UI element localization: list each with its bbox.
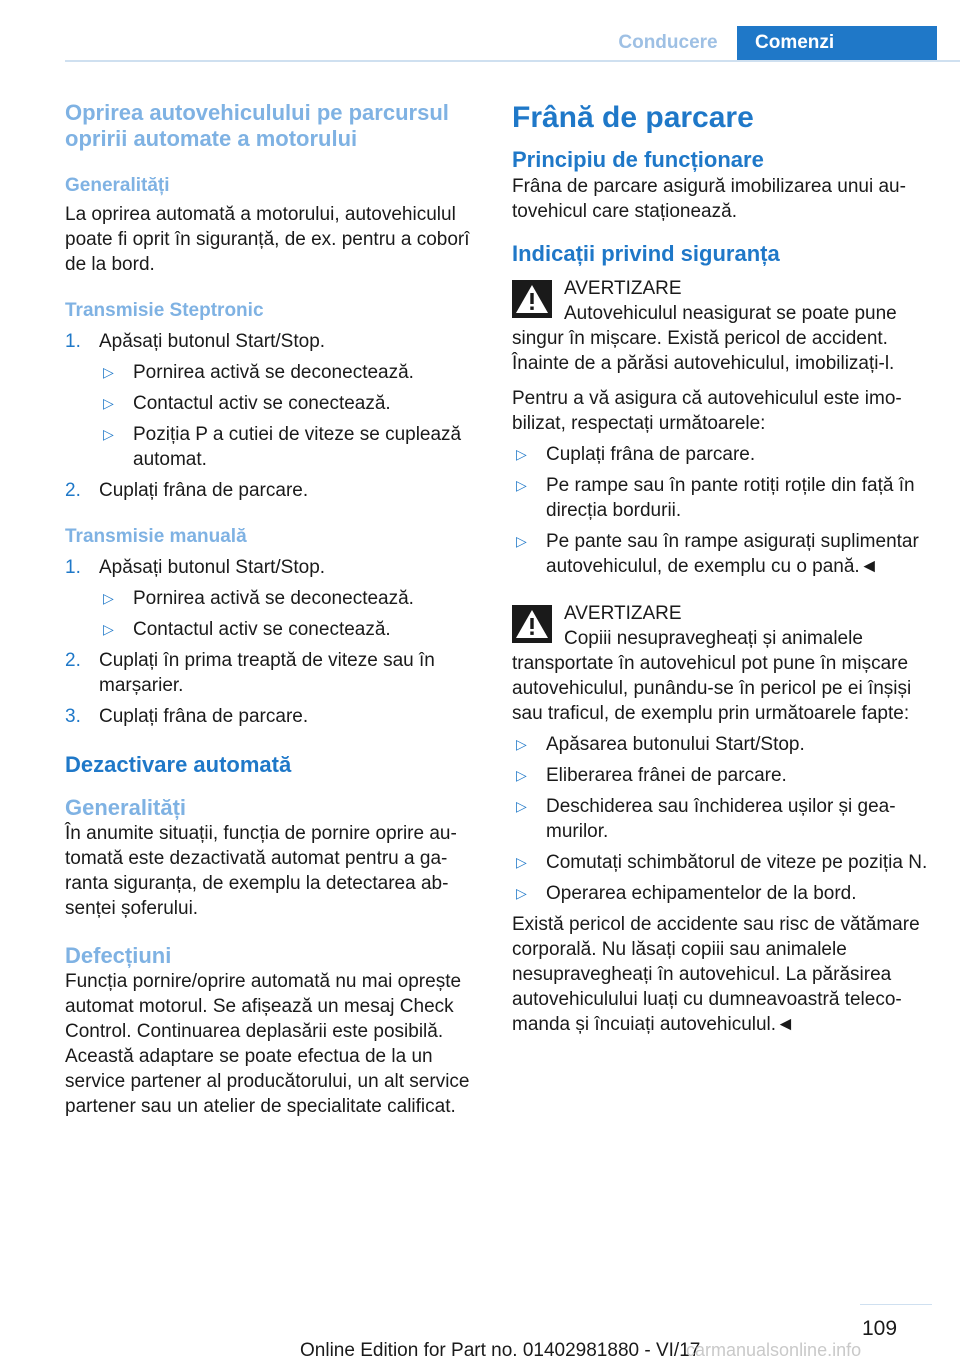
list-item: [99, 391, 480, 416]
list-item: [512, 473, 932, 523]
list-item: [512, 529, 932, 579]
triangle-right-icon: ▷: [516, 446, 527, 462]
list-item: [99, 422, 480, 472]
secure-intro: Pentru a vă asigura că autovehiculul este imobilizat, respectați următoarele:: [512, 388, 902, 434]
page-number: 109: [862, 1317, 898, 1340]
faults-heading: Defecțiuni: [65, 943, 172, 968]
bullet-text: Pornirea activă se deconectează.: [133, 588, 414, 609]
generalities-text: La oprirea automată a motorului, autovehiculul poate fi oprit în siguranță, de ex. pentru a coborî de la bord.: [65, 204, 470, 275]
triangle-right-icon: ▷: [516, 798, 527, 814]
warning-label: AVERTIZARE: [564, 603, 682, 624]
step-number: 1.: [65, 331, 81, 352]
principle-heading: Principiu de funcționare: [512, 147, 764, 172]
triangle-right-icon: ▷: [516, 736, 527, 752]
step-text: Cuplați frâna de parcare.: [99, 706, 309, 727]
bullet-text: Pe rampe sau în pante rotiți roțile din față în direcția bordurii.: [546, 475, 915, 521]
warning-triangle-icon: [512, 280, 552, 318]
edition-text: Online Edition for Part no. 01402981880 - VI/17: [300, 1340, 701, 1361]
safety-heading: Indicații privind siguranța: [512, 241, 780, 266]
warning-text-first: Copiii nesupravegheați și animalele: [564, 628, 863, 649]
bullet-text: Pornirea activă se deconectează.: [133, 362, 414, 383]
list-item: [512, 881, 932, 906]
step-text: Cuplați în prima treaptă de viteze sau în marșarier.: [99, 650, 435, 696]
header-divider: [65, 60, 960, 62]
bullet-text: Poziția P a cutiei de viteze se cuplează automat.: [133, 424, 462, 470]
triangle-right-icon: ▷: [516, 767, 527, 783]
triangle-right-icon: ▷: [103, 426, 114, 442]
list-item: [512, 732, 932, 757]
closing-text: Există pericol de accidente sau risc de vătămare corporală. Nu lăsați copiii sau animalele nesupravegheați în autovehicul. La părăsirea autovehiculului luați cu dumneavoastră telecomanda și încuiați autovehiculul.◄: [512, 914, 920, 1035]
manual-heading: Transmisie manuală: [65, 526, 247, 547]
triangle-right-icon: ▷: [516, 885, 527, 901]
bullet-text: Comutați schimbătorul de viteze pe poziția N.: [546, 852, 928, 873]
bullet-text: Contactul activ se conectează.: [133, 393, 391, 414]
watermark: carmanualsonline.info: [686, 1340, 862, 1360]
step-number: 3.: [65, 706, 81, 727]
list-item: [65, 329, 480, 354]
tab-comenzi[interactable]: Comenzi: [737, 26, 937, 60]
warning-text-rest: singur în mișcare. Există pericol de accident. Înainte de a părăsi autovehiculul, imobilizați-l.: [512, 328, 895, 374]
tab-conducere[interactable]: Conducere: [599, 26, 737, 60]
left-column: [65, 100, 480, 1119]
list-item: [99, 586, 480, 611]
step-number: 2.: [65, 480, 81, 501]
triangle-right-icon: ▷: [103, 395, 114, 411]
warning-block: [512, 276, 932, 326]
list-item: [65, 648, 480, 698]
list-item: [65, 555, 480, 580]
section-title-stop: Oprirea autovehiculului pe parcursul opririi automate a motorului: [65, 100, 449, 151]
bullet-text: Eliberarea frânei de parcare.: [546, 765, 787, 786]
triangle-right-icon: ▷: [103, 621, 114, 637]
faults-text: Funcția pornire/oprire automată nu mai oprește automat motorul. Se afișează un mesaj Check Control. Continuarea deplasării este posibilă. Această adaptare se poate efectua de la un service partener al producătorului, un alt service partener sau un atelier de specialitate calificat.: [65, 971, 470, 1117]
warning-triangle-icon: [512, 605, 552, 643]
principle-text: Frâna de parcare asigură imobilizarea unui autovehicul care staționează.: [512, 176, 906, 222]
list-item: [99, 360, 480, 385]
triangle-right-icon: ▷: [516, 854, 527, 870]
list-item: [65, 704, 480, 729]
bullet-text: Pe pante sau în rampe asigurați suplimentar autovehiculul, de exemplu cu o pană.◄: [546, 531, 919, 577]
warning-text-first: Autovehiculul neasigurat se poate pune: [564, 303, 897, 324]
triangle-right-icon: ▷: [103, 364, 114, 380]
bullet-text: Cuplați frâna de parcare.: [546, 444, 756, 465]
bullet-text: Apăsarea butonului Start/Stop.: [546, 734, 805, 755]
warning-block: [512, 601, 932, 651]
warning-text-rest: transportate în autovehicul pot pune în mișcare autovehiculul, punându-se în pericol pe ei înșiși sau traficul, de exemplu prin următoarele fapte:: [512, 653, 912, 724]
bullet-text: Operarea echipamentelor de la bord.: [546, 883, 857, 904]
list-item: [512, 442, 932, 467]
step-number: 2.: [65, 650, 81, 671]
triangle-right-icon: ▷: [103, 590, 114, 606]
auto-generalities-text: În anumite situații, funcția de pornire oprire automată este dezactivată automat pentru a garanta siguranța, de exemplu la detectarea absenței șoferului.: [65, 823, 457, 919]
list-item: [99, 617, 480, 642]
triangle-right-icon: ▷: [516, 533, 527, 549]
header-tabs: [599, 26, 937, 62]
right-column: [512, 100, 932, 1037]
list-item: [512, 850, 932, 875]
bullet-text: Deschiderea sau închiderea ușilor și geamurilor.: [546, 796, 896, 842]
auto-deactivation-title: Dezactivare automată: [65, 752, 292, 777]
step-number: 1.: [65, 557, 81, 578]
steptronic-heading: Transmisie Steptronic: [65, 300, 264, 321]
warning-label: AVERTIZARE: [564, 278, 682, 299]
list-item: [512, 794, 932, 844]
step-text: Cuplați frâna de parcare.: [99, 480, 309, 501]
footer-divider: [860, 1304, 932, 1305]
step-text: Apăsați butonul Start/Stop.: [99, 331, 326, 352]
list-item: [65, 478, 480, 503]
generalities-heading: Generalități: [65, 175, 170, 196]
list-item: [512, 763, 932, 788]
step-text: Apăsați butonul Start/Stop.: [99, 557, 326, 578]
bullet-text: Contactul activ se conectează.: [133, 619, 391, 640]
triangle-right-icon: ▷: [516, 477, 527, 493]
parking-brake-title: Frână de parcare: [512, 101, 754, 134]
auto-generalities-heading: Generalități: [65, 795, 187, 820]
